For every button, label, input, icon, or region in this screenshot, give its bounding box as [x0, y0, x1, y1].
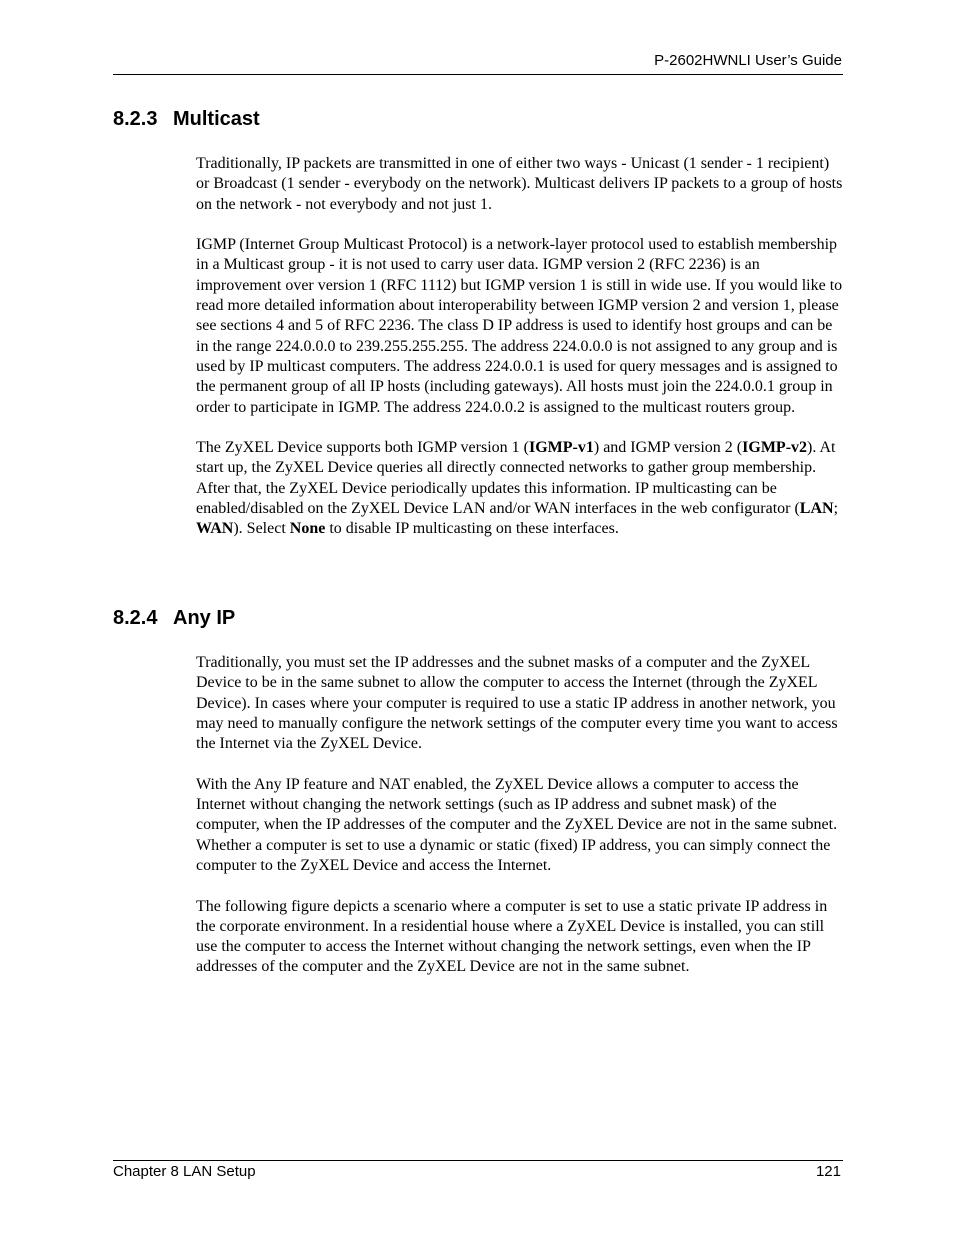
section-number: 8.2.3 — [113, 108, 158, 130]
any-ip-body — [196, 653, 844, 998]
paragraph: With the Any IP feature and NAT enabled, the ZyXEL Device allows a computer to access the Internet without changing the network settings (such as IP address and subnet mask) of the computer, when the IP addresses of the computer and the ZyXEL Device are not in the same subnet. Whether a computer is set to use a dynamic or static (fixed) IP address, you can simply connect the computer to the ZyXEL Device and access the Internet. — [196, 775, 838, 874]
paragraph: The following figure depicts a scenario where a computer is set to use a static private IP address in the corporate environment. In a residential house where a ZyXEL Device is installed, you can still use the computer to access the Internet without changing the network settings, even when the IP addresses of the computer and the ZyXEL Device are not in the same subnet. — [196, 897, 828, 976]
section-heading-multicast — [113, 107, 260, 131]
running-header — [113, 50, 843, 75]
wan-term: WAN — [196, 520, 234, 538]
paragraph: Traditionally, you must set the IP addresses and the subnet masks of a computer and the ZyXEL Device to be in the same subnet to allow the computer to access the Internet (through the ZyXEL Device). In cases where your computer is required to use a static IP address in another network, you may need to manually configure the network settings of the computer every time you want to access the Internet via the ZyXEL Device. — [196, 654, 838, 753]
running-footer — [113, 1160, 843, 1180]
igmp-support-paragraph — [196, 438, 844, 539]
text-run: ; — [833, 500, 839, 518]
section-title: Any IP — [173, 607, 236, 629]
paragraph: Traditionally, IP packets are transmitted in one of either two ways - Unicast (1 sender - 1 recipient) or Broadcast (1 sender - everybody on the network). Multicast delivers IP packets to a group of hosts on the network - not everybody and not just 1. — [196, 155, 843, 213]
text-run: ). Select — [233, 520, 290, 538]
guide-title: P-2602HWNLI User’s Guide — [654, 52, 842, 69]
igmp-v1-term: IGMP-v1 — [528, 439, 594, 457]
section-title: Multicast — [173, 108, 260, 130]
section-number: 8.2.4 — [113, 607, 158, 629]
multicast-body — [196, 154, 844, 560]
paragraph: IGMP (Internet Group Multicast Protocol) is a network-layer protocol used to establish membership in a Multicast group - it is not used to carry user data. IGMP version 2 (RFC 2236) is an improvement over version 1 (RFC 1112) but IGMP version 1 is still in wide use. If you would like to read more detailed information about interoperability between IGMP version 2 and version 1, please see sections 4 and 5 of RFC 2236. The class D IP address is used to identify host groups and can be in the range 224.0.0.0 to 239.255.255.255. The address 224.0.0.0 is not assigned to any group and is used by IP multicast computers. The address 224.0.0.1 is used for query messages and is assigned to the permanent group of all IP hosts (including gateways). All hosts must join the 224.0.0.1 group in order to participate in IGMP. The address 224.0.0.2 is assigned to the multicast routers group. — [196, 236, 843, 416]
igmp-v2-term: IGMP-v2 — [742, 439, 808, 457]
text-run: The ZyXEL Device supports both IGMP version 1 ( — [196, 439, 529, 457]
text-run: to disable IP multicasting on these interfaces. — [325, 520, 619, 538]
none-term: None — [289, 520, 326, 538]
section-heading-any-ip — [113, 606, 235, 630]
lan-term: LAN — [799, 500, 834, 518]
chapter-title: Chapter 8 LAN Setup — [113, 1163, 256, 1180]
text-run: ) and IGMP version 2 ( — [593, 439, 743, 457]
text-run: ). At start up, the ZyXEL Device queries all directly connected networks to gather group membership. After that, the ZyXEL Device periodically updates this information. IP multicasting can be enabled/disabled on the ZyXEL Device LAN and/or WAN interfaces in the web configurator ( — [196, 439, 836, 518]
page-number: 121 — [815, 1163, 841, 1180]
